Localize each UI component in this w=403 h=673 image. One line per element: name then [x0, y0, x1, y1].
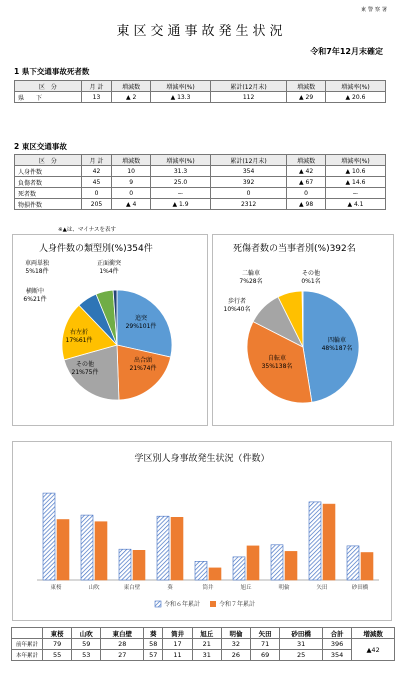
column-header: 月 計 [81, 81, 111, 92]
column-header: 区 分 [15, 155, 82, 166]
table-cell: 物損件数 [15, 199, 82, 210]
table-cell: 25 [280, 650, 323, 661]
table-cell: 71 [251, 639, 280, 650]
table-cell: ▲ 4 [112, 199, 151, 210]
pie-slice-value: 29%101件 [125, 323, 157, 330]
x-tick-label: 葵 [167, 585, 173, 591]
pie-slice-value: 7%28名 [239, 278, 263, 285]
table-cell: 人身件数 [15, 166, 82, 177]
table-cell: 42 [81, 166, 111, 177]
bar-r6 [347, 546, 359, 580]
table-cell: 31 [192, 650, 221, 661]
table-header-row [15, 81, 386, 92]
east-ward-accident-table [14, 154, 386, 210]
table-row [12, 650, 395, 661]
chart-title: 死傷者数の当事者別(%)392名 [233, 244, 356, 254]
column-header: 旭丘 [192, 628, 221, 639]
legend-swatch-r7 [210, 601, 216, 607]
column-header: 東白壁 [101, 628, 144, 639]
pie-slice-name: 追突 [134, 315, 148, 322]
table-cell: 0 [112, 188, 151, 199]
table-cell: 17 [163, 639, 192, 650]
pie-slice-value: 35%138名 [261, 363, 293, 370]
table-cell: 11 [163, 650, 192, 661]
table-cell: 59 [72, 639, 101, 650]
pie-slice-value: 17%61件 [65, 337, 93, 344]
as-of-date: 令和7年12月末確定 [310, 47, 383, 56]
table-cell: 前年累計 [12, 639, 43, 650]
bar-r7 [361, 553, 373, 581]
agency-name: 東警察署 [360, 7, 389, 13]
column-header: 区 分 [15, 81, 82, 92]
table-cell: 26 [221, 650, 250, 661]
chart-title: 学区別人身事故発生状況（件数） [134, 454, 270, 464]
table-row [15, 188, 386, 199]
pie-slice-name: 横断中 [25, 288, 45, 295]
table-cell: 205 [81, 199, 111, 210]
table-cell: ▲ 2 [112, 92, 151, 103]
bar-r7 [247, 546, 259, 580]
column-header: 増減数 [352, 628, 395, 639]
table-cell: 57 [144, 650, 163, 661]
table-cell: ▲ 67 [287, 177, 326, 188]
table-cell: ▲ 10.6 [325, 166, 385, 177]
bar-r7 [133, 550, 145, 580]
table-cell: 県 下 [15, 92, 82, 103]
column-header: 月 計 [81, 155, 111, 166]
table-row [15, 199, 386, 210]
minus-note: ※▲は、マイナスを表す [58, 227, 117, 233]
column-header: 増減数 [287, 155, 326, 166]
bar-r6 [119, 549, 131, 580]
bar-r7 [209, 568, 221, 580]
bar-r6 [43, 493, 55, 580]
page-title: 東区交通事故発生状況 [116, 24, 287, 39]
column-header: 葵 [144, 628, 163, 639]
table-cell: 55 [43, 650, 72, 661]
table-row [15, 177, 386, 188]
table-row [12, 639, 395, 650]
table-cell: ー [325, 188, 385, 199]
legend-swatch-r6 [155, 601, 161, 607]
table-cell: ▲ 13.3 [151, 92, 211, 103]
accident-type-pie-panel [12, 234, 208, 426]
pie-slice-value: 1%4件 [99, 268, 119, 275]
bar-r7 [57, 520, 69, 581]
table-cell: 25.0 [151, 177, 211, 188]
table-cell: 本年累計 [12, 650, 43, 661]
table-row [15, 166, 386, 177]
table-cell: 2312 [211, 199, 287, 210]
table-cell: 10 [112, 166, 151, 177]
pie-slice-name: 自転車 [267, 355, 287, 362]
school-district-bar-panel [12, 441, 392, 621]
section1-heading: 1 県下交通事故死者数 [14, 67, 90, 76]
bar-r7 [171, 517, 183, 580]
table-cell: ー [151, 188, 211, 199]
table-cell: ▲ 1.9 [151, 199, 211, 210]
column-header: 増減数 [287, 81, 326, 92]
column-header: 累計(12月末) [211, 81, 287, 92]
pie-slice-name: 車両単独 [24, 260, 50, 267]
table-cell: 27 [101, 650, 144, 661]
pie-slice-value: 21%75件 [71, 369, 99, 376]
x-tick-label: 矢田 [316, 585, 328, 591]
bar-r6 [157, 516, 169, 580]
column-header: 明倫 [221, 628, 250, 639]
legend-label-r6: 令和６年累計 [164, 601, 201, 608]
x-tick-label: 砂田橋 [351, 585, 369, 591]
table-cell: 45 [81, 177, 111, 188]
pie-slice-label [224, 297, 251, 313]
column-header: 累計(12月末) [211, 155, 287, 166]
casualty-party-pie-panel [212, 234, 394, 426]
column-header: 増減数 [112, 81, 151, 92]
section2-heading: 2 東区交通事故 [14, 142, 67, 151]
accident-type-pie-chart [13, 235, 207, 425]
pie-slice-name: 二輪車 [241, 270, 261, 277]
table-cell: 死者数 [15, 188, 82, 199]
column-header: 東桜 [43, 628, 72, 639]
table-cell: 負傷者数 [15, 177, 82, 188]
table-cell: 13 [81, 92, 111, 103]
table-cell: 392 [211, 177, 287, 188]
pie-slice-value: 48%187名 [321, 345, 353, 352]
x-tick-label: 旭丘 [240, 585, 252, 591]
column-header: 増減率(%) [325, 81, 385, 92]
legend-label-r7: 令和７年累計 [219, 601, 256, 608]
table-cell: 21 [192, 639, 221, 650]
table-cell: ▲ 42 [287, 166, 326, 177]
table-cell: ▲42 [352, 639, 395, 661]
column-header: 合計 [322, 628, 351, 639]
school-district-table [11, 627, 395, 661]
chart-title: 人身件数の類型別(%)354件 [39, 244, 153, 254]
pie-slice-value: 0%1名 [301, 278, 321, 285]
table-cell: ▲ 29 [287, 92, 326, 103]
table-cell: ▲ 98 [287, 199, 326, 210]
x-tick-label: 東白壁 [123, 585, 141, 591]
table-cell: 53 [72, 650, 101, 661]
pie-slice-label [301, 269, 320, 285]
pie-slice-name: 正面衝突 [96, 260, 122, 267]
pie-slice-value: 6%21件 [23, 296, 47, 303]
table-cell: 396 [322, 639, 351, 650]
column-header: 増減率(%) [325, 155, 385, 166]
table-header-row [15, 155, 386, 166]
column-header: 増減率(%) [151, 155, 211, 166]
x-tick-label: 明倫 [278, 585, 290, 591]
pie-slice-name: 四輪車 [327, 337, 347, 344]
bar-r7 [95, 522, 107, 580]
casualty-party-pie-chart [213, 235, 393, 425]
prefecture-fatality-table [14, 80, 386, 103]
table-cell: ▲ 20.6 [325, 92, 385, 103]
pie-slice-name: その他 [75, 361, 95, 368]
table-cell: 9 [112, 177, 151, 188]
table-cell: 354 [211, 166, 287, 177]
table-cell: 69 [251, 650, 280, 661]
table-cell: 0 [211, 188, 287, 199]
table-cell: 58 [144, 639, 163, 650]
x-tick-label: 山吹 [88, 585, 100, 591]
pie-slice-value: 21%74件 [129, 365, 157, 372]
column-header: 砂田橋 [280, 628, 323, 639]
pie-slice-label [23, 287, 46, 303]
legend [155, 600, 255, 608]
pie-slice-name: 右左折 [69, 329, 89, 336]
pie-slice-name: 歩行者 [227, 298, 247, 305]
column-header: 筒井 [163, 628, 192, 639]
pie-slice-label [97, 259, 121, 275]
table-cell: 112 [211, 92, 287, 103]
pie-slice-value: 5%18件 [25, 268, 49, 275]
table-cell: 31.3 [151, 166, 211, 177]
bar-r6 [309, 502, 321, 580]
table-cell: 0 [287, 188, 326, 199]
table-cell: 31 [280, 639, 323, 650]
table-cell: 28 [101, 639, 144, 650]
school-district-bar-chart [13, 442, 391, 620]
table-cell: 0 [81, 188, 111, 199]
bar-r7 [285, 551, 297, 580]
x-tick-label: 東桜 [50, 585, 62, 591]
column-header: 矢田 [251, 628, 280, 639]
bar-r6 [195, 561, 207, 580]
column-header: 増減数 [112, 155, 151, 166]
table-cell: 354 [322, 650, 351, 661]
bar-r6 [81, 515, 93, 580]
pie-slice-value: 10%40名 [223, 306, 251, 313]
table-cell: ▲ 14.6 [325, 177, 385, 188]
pie-slice-name: 出合頭 [133, 357, 153, 364]
table-cell: 79 [43, 639, 72, 650]
table-row [15, 92, 386, 103]
pie-slice-label [25, 259, 50, 275]
bar-r6 [271, 545, 283, 580]
pie-slice-name: その他 [301, 270, 321, 277]
pie-slice-label [239, 269, 262, 285]
table-header-row [12, 628, 395, 639]
table-cell: ▲ 4.1 [325, 199, 385, 210]
column-header: 増減率(%) [151, 81, 211, 92]
bar-r7 [323, 504, 335, 580]
column-header: 山吹 [72, 628, 101, 639]
table-cell: 32 [221, 639, 250, 650]
x-tick-label: 筒井 [202, 585, 214, 591]
column-header [12, 628, 43, 639]
bar-r6 [233, 557, 245, 580]
